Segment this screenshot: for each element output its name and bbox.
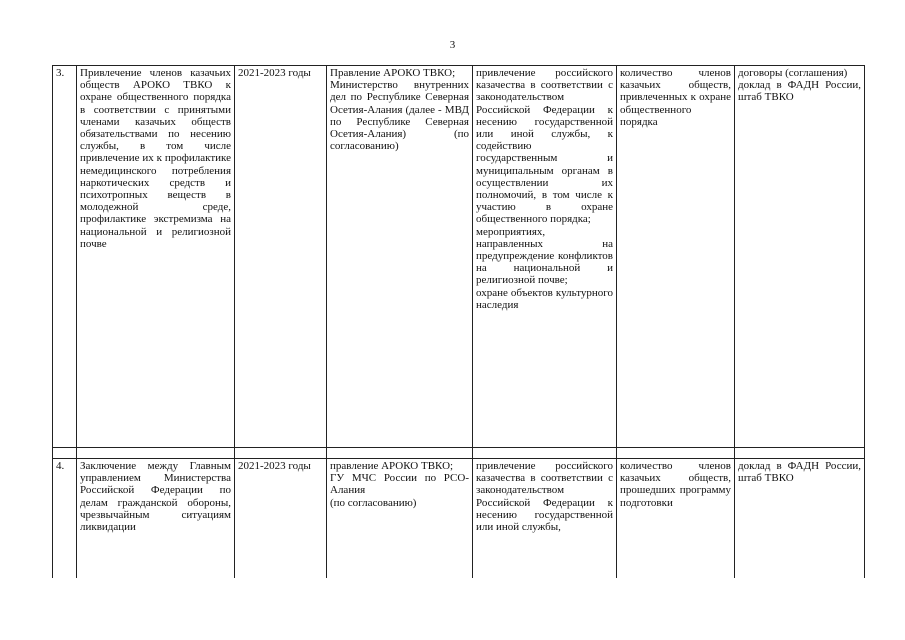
- measure-indicator: количество членов казачьих обществ, привлеченных к охране общественного порядка: [617, 66, 735, 448]
- measure-name: Заключение между Главным управлением Министерства Российской Федерации по делам гражданской обороны, чрезвычайным ситуациям ликвидации: [77, 459, 235, 579]
- measure-period: 2021-2023 годы: [235, 66, 327, 448]
- measures-table: [52, 65, 865, 578]
- table-spacer-row: [53, 448, 865, 459]
- measure-document: доклад в ФАДН России, штаб ТВКО: [735, 459, 865, 579]
- table-row: [53, 66, 865, 448]
- measure-result: привлечение российского казачества в соответствии с законодательством Российской Федерации к несению государственной или иной службы,: [473, 459, 617, 579]
- measure-executors: правление АРОКО ТВКО; ГУ МЧС России по РСО-Алания (по согласованию): [327, 459, 473, 579]
- measure-indicator: количество членов казачьих обществ, прошедших программу подготовки: [617, 459, 735, 579]
- measure-executors: Правление АРОКО ТВКО; Министерство внутренних дел по Республике Северная Осетия-Алания (далее - МВД по Республике Северная Осетия-Алания) (по согласованию): [327, 66, 473, 448]
- measure-period: 2021-2023 годы: [235, 459, 327, 579]
- row-number: 4.: [53, 459, 77, 579]
- measure-name: Привлечение членов казачьих обществ АРОКО ТВКО к охране общественного порядка в соответствии с принятыми членами казачьих обществ обязательствами по несению службы, в том числе привлечение их к профилактике немедицинского потребления наркотических средств и психотропных веществ в молодежной среде, профилактике экстремизма на национальной и религиозной почве: [77, 66, 235, 448]
- measure-result: привлечение российского казачества в соответствии с законодательством Российской Федерации к несению государственной или иной службы, к содействию государственным и муниципальным органам в осуществлении их полномочий, в том числе к участию в охране общественного порядка; мероприятиях, направленных на предупреждение конфликтов на национальной и религиозной почве; охране объектов культурного наследия: [473, 66, 617, 448]
- page-number: 3: [449, 39, 456, 51]
- measure-document: договоры (соглашения) доклад в ФАДН России, штаб ТВКО: [735, 66, 865, 448]
- table-row: [53, 459, 865, 579]
- row-number: 3.: [53, 66, 77, 448]
